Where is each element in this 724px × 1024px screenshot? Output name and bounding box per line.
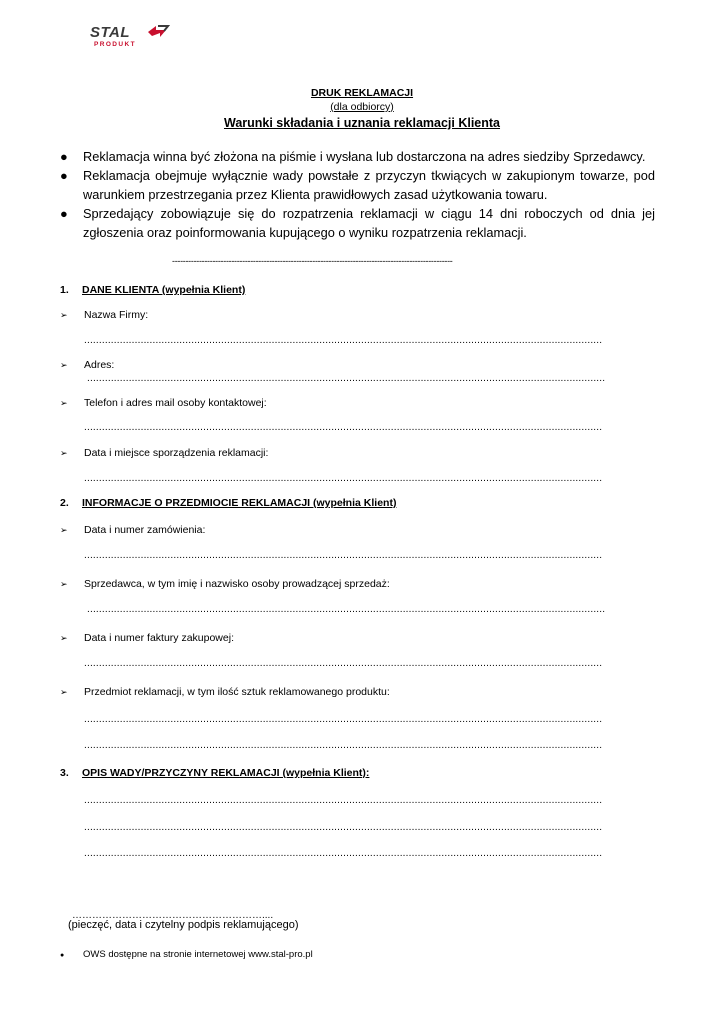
document-title: DRUK REKLAMACJI [310,87,414,99]
field-label-address: ➢ Adres: [60,359,115,371]
arrow-bullet-icon: ➢ [60,310,68,320]
arrow-bullet-icon: ➢ [60,633,68,643]
section-client-data: 1. DANE KLIENTA (wypełnia Klient) [60,284,246,296]
field-label-invoice: ➢ Data i numer faktury zakupowej: [60,632,234,644]
signature-line[interactable]: ………………………………………………….... [72,910,274,921]
fill-line-order[interactable]: .............................................................................................................................................................................. [84,550,603,561]
fill-line-contact[interactable]: .............................................................................................................................................................................. [84,422,603,433]
field-label-date-place: ➢ Data i miejsce sporządzenia reklamacji: [60,447,269,459]
document-subtitle: (dla odbiorcy) [330,101,394,113]
arrow-bullet-icon: ➢ [60,579,68,589]
arrow-bullet-icon: ➢ [60,448,68,458]
fill-line-date-place[interactable]: .............................................................................................................................................................................. [84,473,603,484]
bullet-icon: ● [60,149,68,164]
field-label-company: ➢ Nazwa Firmy: [60,309,149,321]
list-item: ● Sprzedający zobowiązuje się do rozpatrzenia reklamacji w ciągu 14 dni roboczych od dnia jej zgłoszenia oraz poinformowania kupującego o wyniku rozpatrzenia reklamacji. [60,206,655,240]
bullet-icon: ● [60,168,68,183]
conditions-list [58,147,655,242]
signature-label: (pieczęć, data i czytelny podpis reklamującego) [68,919,299,931]
arrow-bullet-icon: ➢ [60,398,68,408]
list-item: ● Reklamacja obejmuje wyłącznie wady powstałe z przyczyn tkwiących w zakupionym towarze, pod warunkiem przestrzegania przez Klienta prawidłowych zasad użytkowania towaru. [60,168,655,202]
fill-line-description-1[interactable]: .............................................................................................................................................................................. [84,795,603,806]
fill-line-subject-1[interactable]: .............................................................................................................................................................................. [84,714,603,725]
section-defect-description: 3. OPIS WADY/PRZYCZYNY REKLAMACJI (wypełnia Klient): [60,767,370,779]
fill-line-company[interactable]: .............................................................................................................................................................................. [84,335,603,346]
section-item-info: 2. INFORMACJE O PRZEDMIOCIE REKLAMACJI (wypełnia Klient) [60,497,397,509]
arrow-bullet-icon: ➢ [60,687,68,697]
fill-line-seller[interactable]: .............................................................................................................................................................................. [87,604,606,615]
footer-note: ● OWS dostępne na stronie internetowej www.stal-pro.pl [60,949,313,960]
list-item: ● Reklamacja winna być złożona na piśmie i wysłana lub dostarczona na adres siedziby Sprzedawcy. [60,149,646,164]
logo-text: STAL [90,24,131,41]
arrow-bullet-icon: ➢ [60,525,68,535]
fill-line-invoice[interactable]: .............................................................................................................................................................................. [84,658,603,669]
arrow-bullet-icon: ➢ [60,360,68,370]
fill-line-address[interactable]: .............................................................................................................................................................................. [87,373,606,384]
field-label-subject: ➢ Przedmiot reklamacji, w tym ilość sztuk reklamowanego produktu: [60,686,390,698]
logo-subtext: PRODUKT [94,41,136,48]
field-label-order: ➢ Data i numer zamówienia: [60,524,206,536]
conditions-heading: Warunki składania i uznania reklamacji Klienta [223,116,501,130]
separator-line: -------------------------------------------------------------------------------------------------------- [172,256,453,266]
fill-line-description-2[interactable]: .............................................................................................................................................................................. [84,822,603,833]
field-label-seller: ➢ Sprzedawca, w tym imię i nazwisko osoby prowadzącej sprzedaż: [60,578,390,590]
logo-arrow-icon [146,24,170,40]
fill-line-description-3[interactable]: .............................................................................................................................................................................. [84,848,603,859]
field-label-contact: ➢ Telefon i adres mail osoby kontaktowej: [60,397,267,409]
bullet-icon: ● [60,206,68,221]
fill-line-subject-2[interactable]: .............................................................................................................................................................................. [84,740,603,751]
company-logo [90,24,170,52]
bullet-icon: ● [60,952,65,959]
